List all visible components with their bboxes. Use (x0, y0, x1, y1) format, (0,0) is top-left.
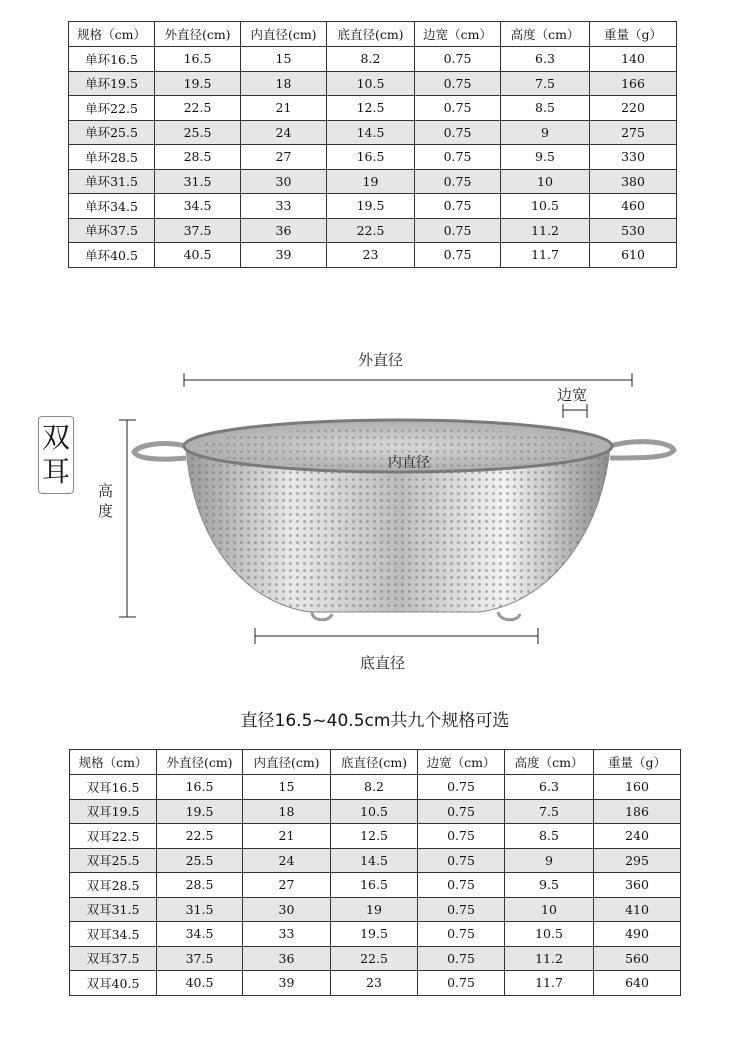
table-cell: 0.75 (418, 922, 505, 947)
spec-name-cell: 单环37.5 (69, 218, 155, 243)
column-header: 重量（g） (594, 750, 681, 775)
table-cell: 23 (327, 243, 415, 268)
table-cell: 10 (505, 897, 594, 922)
table-cell: 15 (243, 775, 331, 800)
table-cell: 460 (590, 194, 677, 219)
table-cell: 30 (241, 169, 327, 194)
rim-width-dimension (563, 404, 587, 418)
spec-name-cell: 单环25.5 (69, 120, 155, 145)
table-cell: 37.5 (157, 946, 243, 971)
table-row (70, 775, 681, 800)
table-cell: 21 (243, 824, 331, 849)
column-header: 内直径(cm) (241, 22, 327, 47)
table-cell: 22.5 (327, 218, 415, 243)
table-cell: 28.5 (157, 873, 243, 898)
table-cell: 166 (590, 71, 677, 96)
double-ear-rows (70, 775, 681, 996)
colander-image (134, 420, 674, 620)
column-header: 高度（cm） (501, 22, 590, 47)
table-cell: 19 (331, 897, 418, 922)
spec-name-cell: 单环31.5 (69, 169, 155, 194)
table-cell: 31.5 (155, 169, 241, 194)
spec-name-cell: 双耳19.5 (70, 799, 157, 824)
base-diameter-label: 底直径 (360, 654, 406, 672)
table-cell: 490 (594, 922, 681, 947)
table-cell: 0.75 (415, 169, 501, 194)
table-cell: 11.2 (505, 946, 594, 971)
spec-name-cell: 双耳16.5 (70, 775, 157, 800)
table-cell: 11.7 (505, 971, 594, 996)
table-cell: 18 (243, 799, 331, 824)
table-cell: 27 (241, 145, 327, 170)
table-cell: 19.5 (331, 922, 418, 947)
table-cell: 10.5 (501, 194, 590, 219)
base-diameter-dimension (255, 628, 538, 644)
table-cell: 640 (594, 971, 681, 996)
badge-char-2: 耳 (41, 455, 70, 488)
table-cell: 0.75 (415, 243, 501, 268)
table-cell: 19.5 (327, 194, 415, 219)
table-cell: 16.5 (155, 47, 241, 72)
table-cell: 22.5 (157, 824, 243, 849)
table-cell: 36 (241, 218, 327, 243)
table-cell: 160 (594, 775, 681, 800)
table-cell: 0.75 (418, 799, 505, 824)
spec-name-cell: 单环28.5 (69, 145, 155, 170)
table-cell: 7.5 (501, 71, 590, 96)
table-row (70, 946, 681, 971)
spec-name-cell: 双耳40.5 (70, 971, 157, 996)
table-cell: 10.5 (505, 922, 594, 947)
table-cell: 19 (327, 169, 415, 194)
table-cell: 25.5 (157, 848, 243, 873)
table-cell: 14.5 (331, 848, 418, 873)
table-cell: 10.5 (331, 799, 418, 824)
table-cell: 380 (590, 169, 677, 194)
table-cell: 11.7 (501, 243, 590, 268)
table-row (70, 897, 681, 922)
table-cell: 275 (590, 120, 677, 145)
table-row (70, 848, 681, 873)
table-cell: 25.5 (155, 120, 241, 145)
table-cell: 220 (590, 96, 677, 121)
spec-name-cell: 双耳31.5 (70, 897, 157, 922)
table-cell: 40.5 (155, 243, 241, 268)
table-cell: 0.75 (415, 120, 501, 145)
column-header: 外直径(cm) (157, 750, 243, 775)
double-ear-badge (38, 416, 74, 494)
table-cell: 0.75 (415, 96, 501, 121)
height-label (98, 481, 113, 521)
table-cell: 19.5 (157, 799, 243, 824)
column-header: 边宽（cm） (415, 22, 501, 47)
table-cell: 18 (241, 71, 327, 96)
table-cell: 11.2 (501, 218, 590, 243)
rim-width-label: 边宽 (557, 386, 588, 404)
table-cell: 37.5 (155, 218, 241, 243)
table-cell: 7.5 (505, 799, 594, 824)
spec-name-cell: 双耳25.5 (70, 848, 157, 873)
table-row (70, 873, 681, 898)
table-cell: 30 (243, 897, 331, 922)
table-cell: 9.5 (505, 873, 594, 898)
table-cell: 24 (243, 848, 331, 873)
table-row (70, 971, 681, 996)
spec-name-cell: 双耳28.5 (70, 873, 157, 898)
table-cell: 16.5 (327, 145, 415, 170)
column-header: 底直径(cm) (327, 22, 415, 47)
height-label-char-1: 高 (98, 482, 114, 500)
table-cell: 8.2 (331, 775, 418, 800)
table-cell: 16.5 (157, 775, 243, 800)
table-cell: 0.75 (415, 194, 501, 219)
table-cell: 16.5 (331, 873, 418, 898)
table-cell: 6.3 (501, 47, 590, 72)
table-cell: 610 (590, 243, 677, 268)
table-cell: 240 (594, 824, 681, 849)
table-cell: 0.75 (418, 824, 505, 849)
table-cell: 0.75 (418, 946, 505, 971)
table-cell: 39 (241, 243, 327, 268)
table-cell: 19.5 (155, 71, 241, 96)
table-cell: 28.5 (155, 145, 241, 170)
column-header: 外直径(cm) (155, 22, 241, 47)
table-cell: 21 (241, 96, 327, 121)
table-cell: 0.75 (418, 775, 505, 800)
table-cell: 36 (243, 946, 331, 971)
table-cell: 31.5 (157, 897, 243, 922)
column-header: 规格（cm） (70, 750, 157, 775)
table-cell: 9 (501, 120, 590, 145)
column-header: 边宽（cm） (418, 750, 505, 775)
outer-diameter-label: 外直径 (358, 351, 404, 369)
column-header: 内直径(cm) (243, 750, 331, 775)
column-header: 规格（cm） (69, 22, 155, 47)
table-cell: 0.75 (418, 897, 505, 922)
table-cell: 8.2 (327, 47, 415, 72)
spec-name-cell: 单环16.5 (69, 47, 155, 72)
table-cell: 0.75 (415, 145, 501, 170)
column-header: 重量（g） (590, 22, 677, 47)
table-cell: 295 (594, 848, 681, 873)
table-row (70, 799, 681, 824)
table-cell: 40.5 (157, 971, 243, 996)
table-cell: 10 (501, 169, 590, 194)
table-cell: 530 (590, 218, 677, 243)
inner-diameter-label: 内直径 (388, 455, 430, 471)
table-cell: 0.75 (418, 848, 505, 873)
table-cell: 33 (243, 922, 331, 947)
table-cell: 14.5 (327, 120, 415, 145)
height-label-char-2: 度 (98, 502, 114, 520)
table-cell: 9 (505, 848, 594, 873)
spec-name-cell: 双耳22.5 (70, 824, 157, 849)
spec-name-cell: 双耳34.5 (70, 922, 157, 947)
table-cell: 34.5 (157, 922, 243, 947)
table-cell: 360 (594, 873, 681, 898)
table-cell: 23 (331, 971, 418, 996)
table-header-row (70, 750, 681, 775)
table-cell: 24 (241, 120, 327, 145)
table-row (70, 824, 681, 849)
table-cell: 0.75 (418, 971, 505, 996)
double-ear-spec-table (69, 749, 681, 996)
table-cell: 8.5 (505, 824, 594, 849)
table-cell: 330 (590, 145, 677, 170)
spec-name-cell: 单环19.5 (69, 71, 155, 96)
table-cell: 560 (594, 946, 681, 971)
table-cell: 0.75 (418, 873, 505, 898)
spec-name-cell: 单环40.5 (69, 243, 155, 268)
table-cell: 410 (594, 897, 681, 922)
table-cell: 140 (590, 47, 677, 72)
table-cell: 22.5 (155, 96, 241, 121)
table-cell: 0.75 (415, 218, 501, 243)
size-range-caption: 直径16.5~40.5cm共九个规格可选 (240, 711, 510, 731)
table-cell: 0.75 (415, 71, 501, 96)
spec-name-cell: 双耳37.5 (70, 946, 157, 971)
table-cell: 0.75 (415, 47, 501, 72)
table-cell: 27 (243, 873, 331, 898)
spec-name-cell: 单环22.5 (69, 96, 155, 121)
table-cell: 12.5 (327, 96, 415, 121)
table-cell: 10.5 (327, 71, 415, 96)
table-cell: 186 (594, 799, 681, 824)
table-cell: 8.5 (501, 96, 590, 121)
table-cell: 6.3 (505, 775, 594, 800)
column-header: 高度（cm） (505, 750, 594, 775)
column-header: 底直径(cm) (331, 750, 418, 775)
table-cell: 22.5 (331, 946, 418, 971)
table-row (70, 922, 681, 947)
table-cell: 34.5 (155, 194, 241, 219)
spec-name-cell: 单环34.5 (69, 194, 155, 219)
table-cell: 33 (241, 194, 327, 219)
table-cell: 15 (241, 47, 327, 72)
table-cell: 9.5 (501, 145, 590, 170)
table-cell: 12.5 (331, 824, 418, 849)
table-cell: 39 (243, 971, 331, 996)
badge-char-1: 双 (41, 421, 70, 454)
